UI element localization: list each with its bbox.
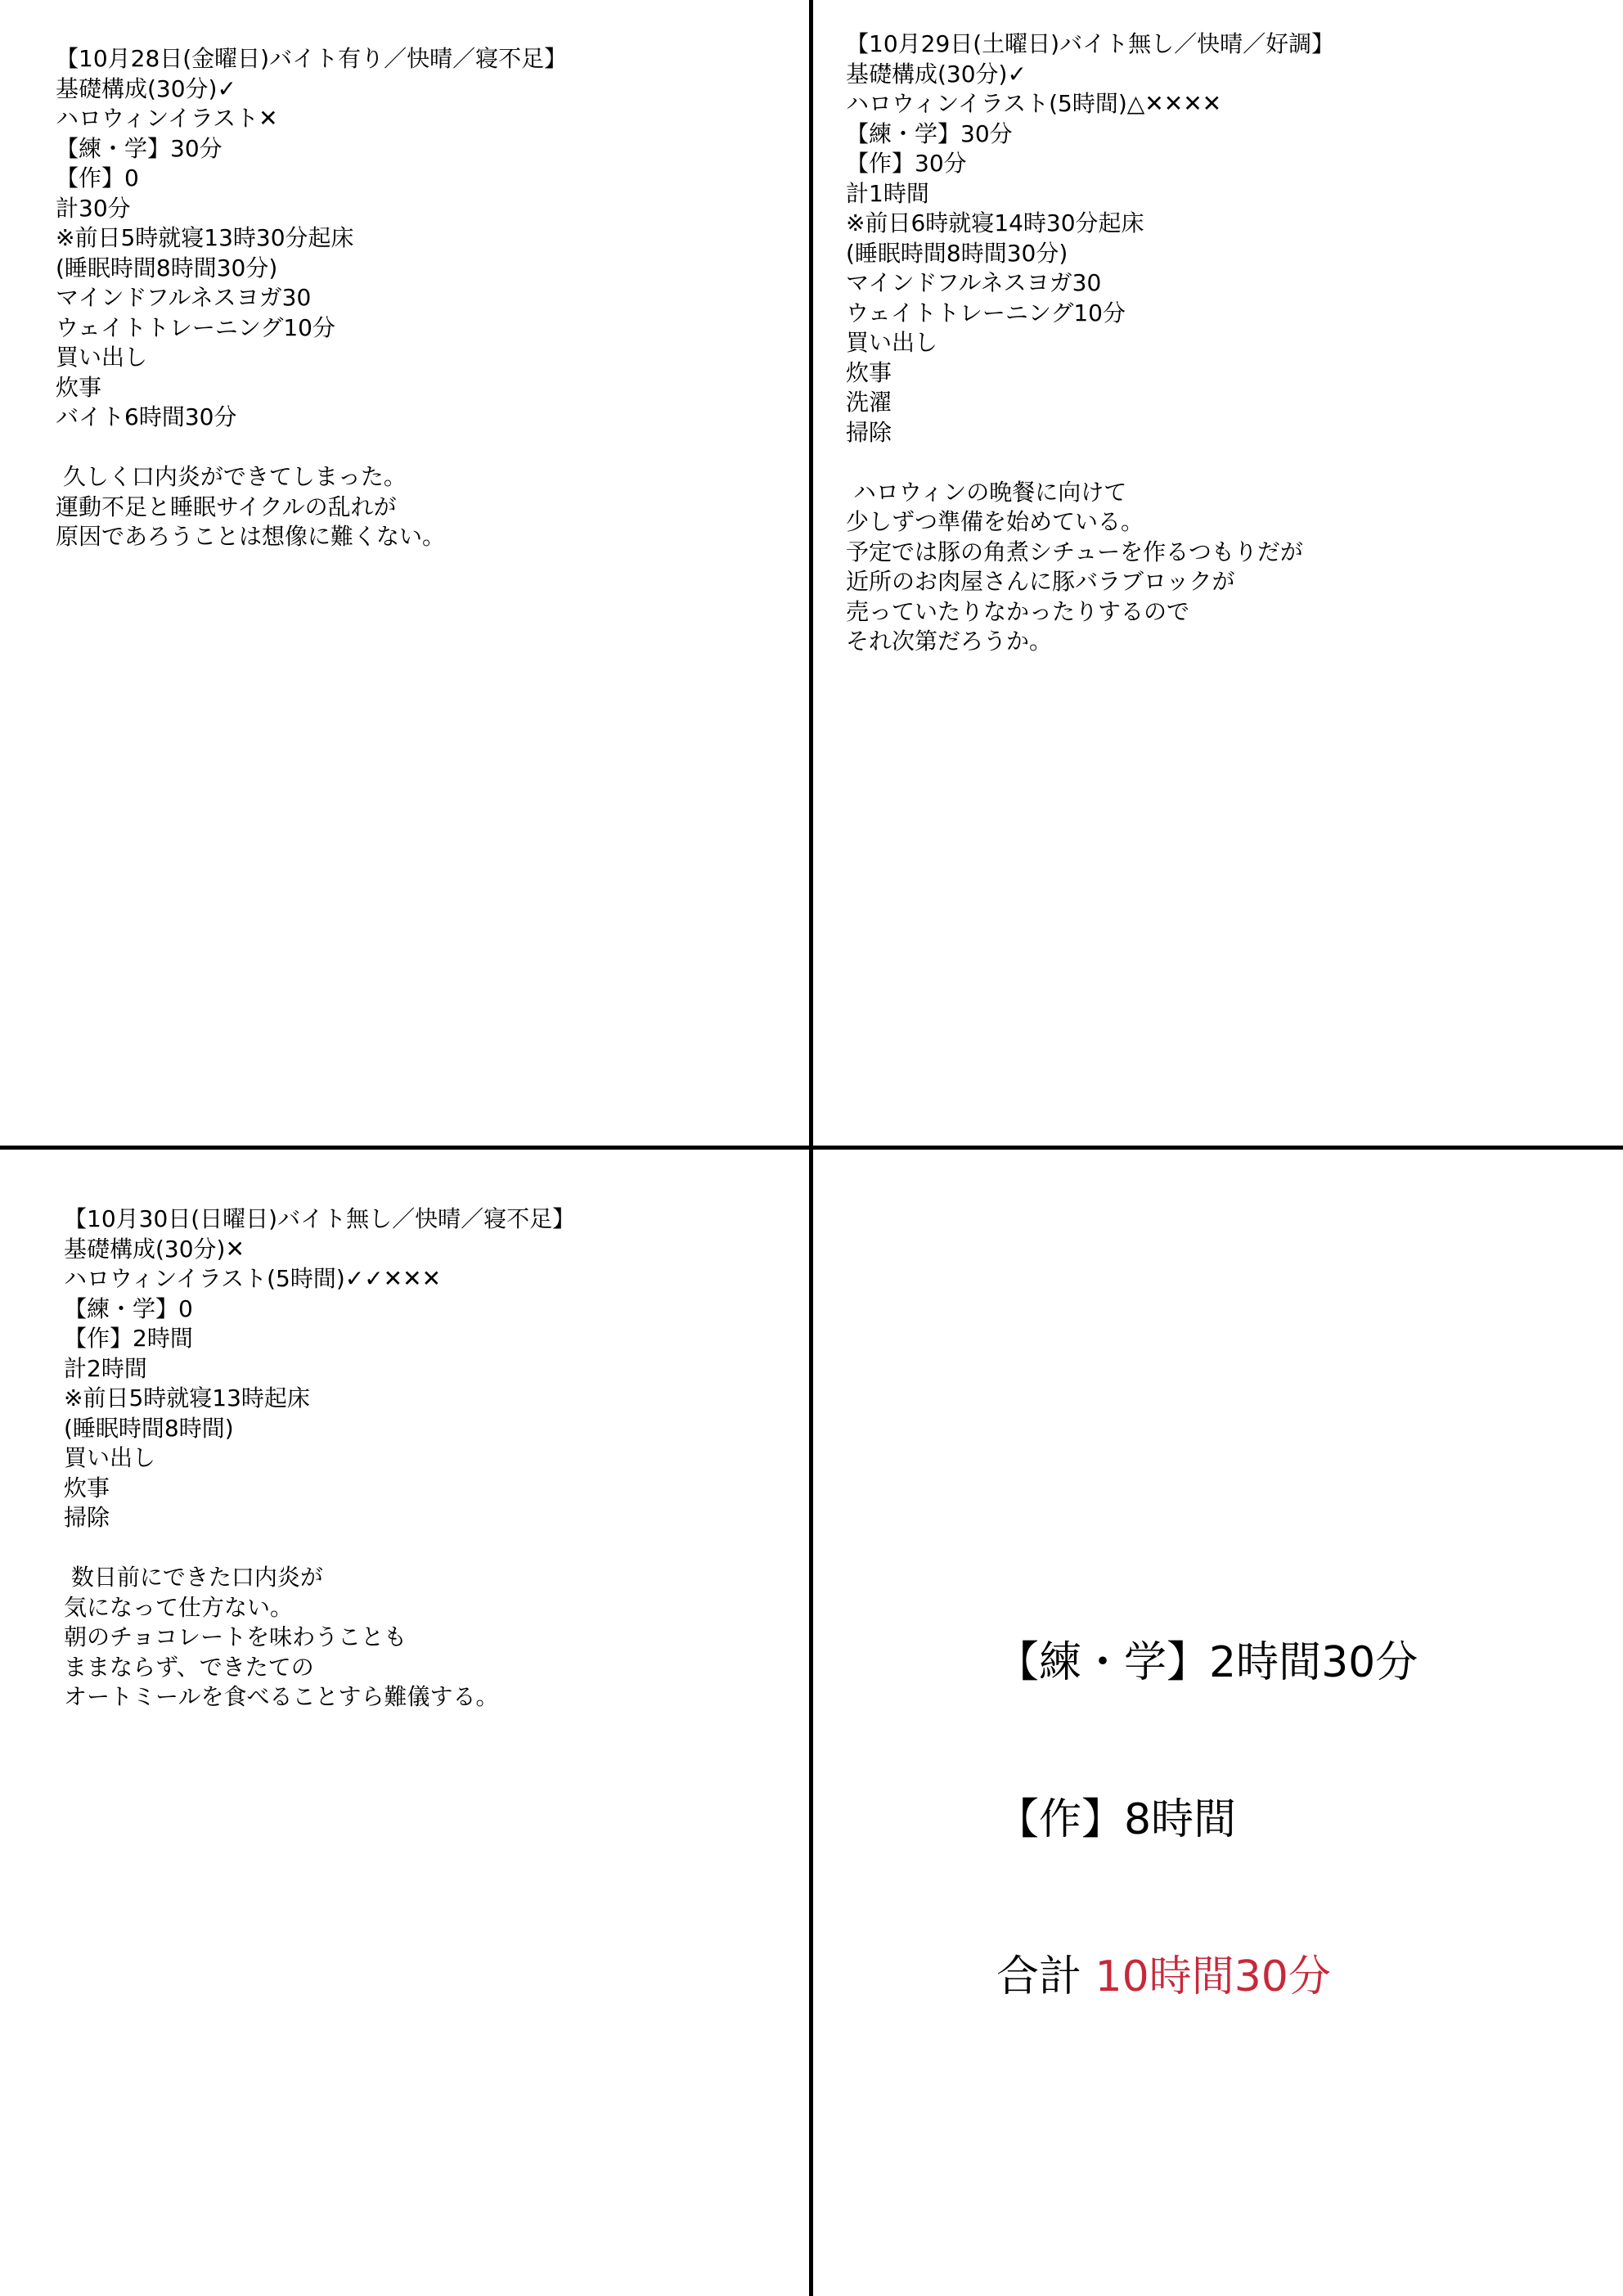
text-line: 掃除 bbox=[846, 418, 892, 446]
text-line: バイト6時間30分 bbox=[56, 403, 237, 430]
text-line: 【練・学】30分 bbox=[846, 119, 1013, 147]
text-line: 炊事 bbox=[64, 1474, 110, 1501]
text-line: 運動不足と睡眠サイクルの乱れが bbox=[56, 493, 397, 520]
summary-total bbox=[996, 1951, 1618, 2003]
text-line: ハロウィンイラスト(5時間)△✕✕✕✕ bbox=[846, 90, 1222, 117]
text-line: ※前日6時就寝14時30分起床 bbox=[846, 209, 1144, 236]
text-line: 買い出し bbox=[846, 329, 938, 356]
text-line: 数日前にできた口内炎が bbox=[64, 1564, 323, 1591]
text-line: 【練・学】30分 bbox=[56, 134, 223, 162]
text-line: 基礎構成(30分)✕ bbox=[64, 1235, 245, 1263]
summary-practice: 【練・学】2時間30分 bbox=[996, 1638, 1418, 1687]
text-line: 洗濯 bbox=[846, 389, 892, 416]
text-line: オートミールを食べることすら難儀する。 bbox=[64, 1683, 499, 1710]
text-line: 買い出し bbox=[64, 1444, 156, 1471]
text-line: 原因であろうことは想像に難くない。 bbox=[56, 523, 446, 550]
text-line: ハロウィンの晩餐に向けて bbox=[846, 478, 1127, 506]
summary-total-value: 10時間30分 bbox=[1095, 1952, 1331, 2001]
text-line: 買い出し bbox=[56, 344, 148, 371]
text-line: 炊事 bbox=[56, 373, 102, 401]
summary-work: 【作】8時間 bbox=[996, 1795, 1237, 1844]
text-line: 【10月29日(土曜日)バイト無し／快晴／好調】 bbox=[846, 30, 1335, 57]
text-line: 少しずつ準備を始めている。 bbox=[846, 508, 1144, 535]
text-line: 【10月30日(日曜日)バイト無し／快晴／寝不足】 bbox=[64, 1205, 576, 1232]
text-line: 【作】0 bbox=[56, 164, 139, 191]
text-line: 朝のチョコレートを味わうことも bbox=[64, 1623, 407, 1650]
text-line: ままならず、できたての bbox=[64, 1653, 314, 1681]
text-line bbox=[64, 1533, 800, 1564]
text-line: (睡眠時間8時間30分) bbox=[56, 254, 278, 281]
text-line: 炊事 bbox=[846, 358, 892, 386]
panel-oct-30 bbox=[64, 1204, 800, 1713]
text-line: マインドフルネスヨガ30 bbox=[56, 284, 312, 311]
text-line: 予定では豚の角煮シチューを作るつもりだが bbox=[846, 538, 1303, 565]
summary-panel bbox=[996, 1532, 1618, 2055]
text-line: マインドフルネスヨガ30 bbox=[846, 269, 1102, 296]
text-line: それ次第だろうか。 bbox=[846, 628, 1053, 655]
text-line: (睡眠時間8時間30分) bbox=[846, 239, 1068, 267]
text-line: 計30分 bbox=[56, 194, 131, 222]
text-line: ※前日5時就寝13時起床 bbox=[64, 1384, 310, 1411]
text-line: ※前日5時就寝13時30分起床 bbox=[56, 224, 354, 251]
text-line: 掃除 bbox=[64, 1504, 110, 1531]
text-line: 【10月28日(金曜日)バイト有り／快晴／寝不足】 bbox=[56, 45, 568, 72]
text-line: 計1時間 bbox=[846, 179, 929, 207]
text-line: ウェイトトレーニング10分 bbox=[846, 299, 1126, 326]
panel-oct-29 bbox=[846, 29, 1607, 657]
text-line: 【作】30分 bbox=[846, 150, 967, 177]
text-line: ハロウィンイラスト(5時間)✓✓✕✕✕ bbox=[64, 1265, 442, 1292]
text-line: 計2時間 bbox=[64, 1354, 147, 1382]
text-line: 売っていたりなかったりするので bbox=[846, 597, 1190, 625]
text-line: 【練・学】0 bbox=[64, 1294, 193, 1322]
text-line: 基礎構成(30分)✓ bbox=[846, 60, 1027, 88]
panel-oct-28 bbox=[56, 44, 792, 552]
text-line: 基礎構成(30分)✓ bbox=[56, 74, 236, 102]
summary-total-label: 合計 bbox=[996, 1952, 1082, 2001]
text-line: 【作】2時間 bbox=[64, 1325, 193, 1352]
text-line: 久しく口内炎ができてしまった。 bbox=[56, 463, 407, 490]
text-line bbox=[56, 433, 792, 463]
horizontal-divider bbox=[0, 1146, 1623, 1150]
text-line: (睡眠時間8時間) bbox=[64, 1414, 234, 1442]
text-line: ウェイトトレーニング10分 bbox=[56, 313, 335, 341]
text-line: ハロウィンイラスト✕ bbox=[56, 105, 278, 132]
text-line bbox=[846, 448, 1607, 478]
text-line: 気になって仕方ない。 bbox=[64, 1593, 294, 1621]
text-line: 近所のお肉屋さんに豚バラブロックが bbox=[846, 568, 1235, 595]
